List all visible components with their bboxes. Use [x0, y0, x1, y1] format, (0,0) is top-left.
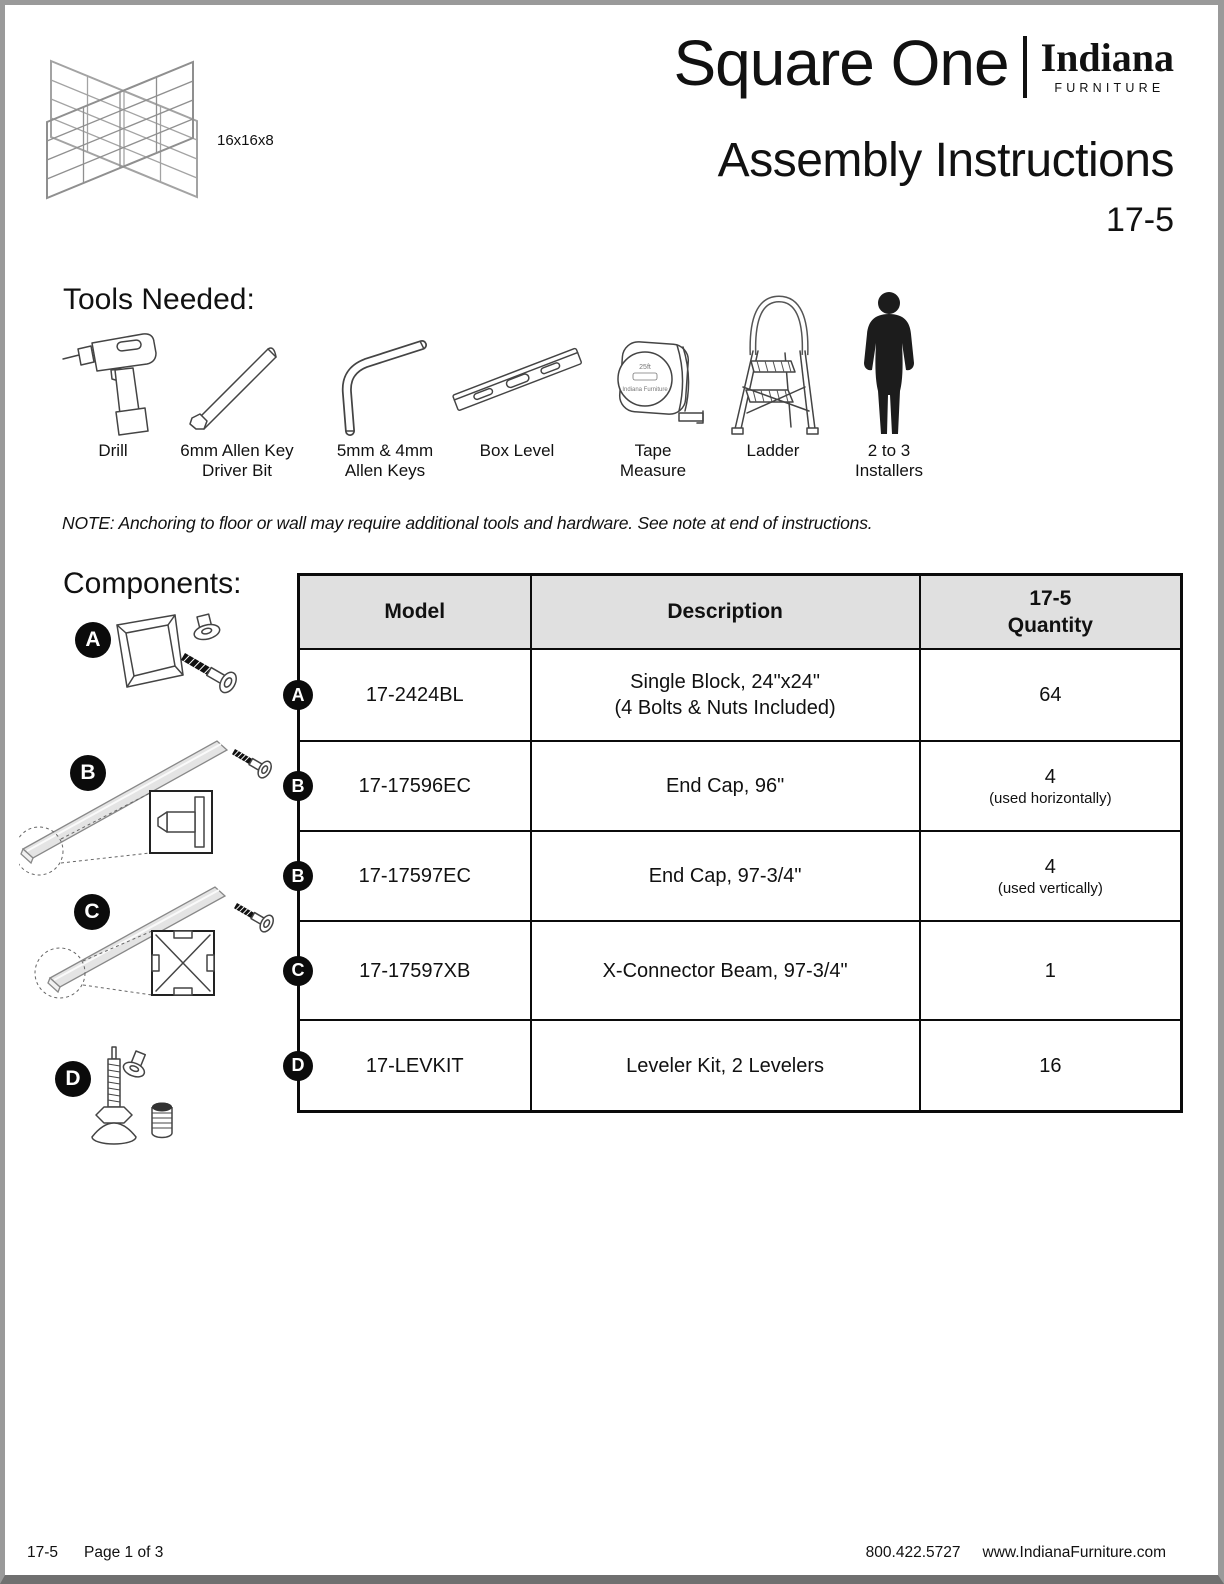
- row-badge: D: [283, 1051, 313, 1081]
- table-row: [291, 740, 1180, 830]
- tool-label: Tape Measure: [619, 441, 687, 481]
- description-cell: End Cap, 96": [530, 742, 921, 830]
- footer-doc-number: 17-5: [27, 1544, 59, 1561]
- brand-name: Indiana: [1040, 35, 1174, 80]
- description-cell: End Cap, 97-3/4": [530, 832, 921, 920]
- component-c-image: [19, 883, 299, 1038]
- tool-allen-driver: [169, 289, 305, 482]
- components-heading: Components:: [63, 567, 242, 600]
- component-d-badge: D: [55, 1061, 91, 1097]
- footer-phone: 800.422.5727: [865, 1544, 961, 1561]
- model-column-header: Model: [384, 600, 446, 624]
- quantity-cell: [921, 1021, 1180, 1110]
- tool-installers: [821, 289, 957, 482]
- product-grid-diagram-image: [31, 21, 213, 203]
- tool-label: 5mm & 4mm Allen Keys: [336, 441, 434, 481]
- quantity-value: 1: [1044, 959, 1056, 982]
- description-cell: Single Block, 24"x24" (4 Bolts & Nuts Included): [530, 650, 921, 740]
- box-level-icon: [449, 317, 585, 437]
- footer-page-info: Page 1 of 3: [84, 1544, 164, 1561]
- table-row: [291, 1019, 1180, 1110]
- table-row: [291, 648, 1180, 740]
- table-row: [291, 830, 1180, 920]
- allen-driver-bit-icon: [182, 325, 292, 437]
- row-badge: C: [283, 956, 313, 986]
- page-title: Assembly Instructions: [717, 134, 1174, 187]
- quantity-value: 64: [1039, 684, 1062, 706]
- model-cell: 17-17596EC: [358, 775, 471, 797]
- description-cell: Leveler Kit, 2 Levelers: [530, 1021, 921, 1110]
- footer-left: [27, 1544, 163, 1562]
- svg-text:25ft: 25ft: [639, 364, 651, 371]
- ladder-icon: [717, 291, 829, 437]
- brand-row: [673, 27, 1174, 99]
- table-row: [291, 920, 1180, 1019]
- tape-measure-icon: [597, 339, 709, 437]
- tool-label: 6mm Allen Key Driver Bit: [180, 441, 294, 481]
- quantity-note: (used horizontally): [989, 790, 1112, 807]
- quantity-value: 16: [1039, 1054, 1062, 1077]
- brand-subtitle: FURNITURE: [1054, 81, 1165, 95]
- row-badge: B: [283, 771, 313, 801]
- tool-label: Box Level: [479, 441, 555, 460]
- component-c-badge: C: [74, 894, 110, 930]
- description-cell: X-Connector Beam, 97-3/4": [530, 922, 921, 1019]
- quantity-cell: [921, 922, 1180, 1019]
- model-number: 17-5: [1105, 201, 1174, 239]
- tool-tape-measure: [585, 289, 721, 482]
- tool-label: 2 to 3 Installers: [854, 441, 924, 481]
- component-d-image: [90, 1045, 190, 1153]
- quantity-column-header: 17-5 Quantity: [1007, 586, 1093, 637]
- row-badge: B: [283, 861, 313, 891]
- drill-icon: [59, 319, 167, 437]
- quantity-cell: [921, 832, 1180, 920]
- installer-silhouette-icon: [853, 291, 925, 437]
- quantity-value: 4: [1044, 766, 1056, 788]
- tool-label: Ladder: [746, 441, 800, 460]
- model-cell: 17-17597EC: [358, 865, 471, 887]
- brand-divider: [1023, 36, 1027, 98]
- model-cell: 17-LEVKIT: [365, 1054, 464, 1077]
- footer-website: www.IndianaFurniture.com: [982, 1544, 1166, 1561]
- svg-text:Indiana Furniture: Indiana Furniture: [622, 387, 668, 393]
- product-name: Square One: [673, 27, 1009, 99]
- quantity-value: 4: [1044, 856, 1056, 878]
- anchoring-note: NOTE: Anchoring to floor or wall may require additional tools and hardware. See note at end of instructions.: [62, 513, 873, 533]
- tool-allen-keys: [317, 289, 453, 482]
- grid-size-label: 16x16x8: [217, 132, 274, 149]
- tool-box-level: [449, 289, 585, 461]
- component-a-badge: A: [75, 622, 111, 658]
- tools-heading: Tools Needed:: [63, 283, 255, 316]
- allen-keys-icon: [326, 319, 444, 437]
- description-column-header: Description: [530, 576, 921, 648]
- quantity-cell: [921, 650, 1180, 740]
- tool-label: Drill: [98, 441, 128, 460]
- table-header-row: [300, 576, 1180, 648]
- tool-drill: [45, 289, 181, 461]
- footer-right: [866, 1544, 1166, 1562]
- components-table: [291, 573, 1183, 1113]
- quantity-cell: [921, 742, 1180, 830]
- model-cell: 17-17597XB: [359, 959, 471, 982]
- row-badge: A: [283, 680, 313, 710]
- quantity-note: (used vertically): [997, 880, 1103, 897]
- component-b-badge: B: [70, 755, 106, 791]
- component-a-image: [105, 603, 265, 698]
- component-b-image: [19, 733, 299, 888]
- model-cell: 17-2424BL: [365, 684, 464, 706]
- brand-logo: [1040, 35, 1174, 95]
